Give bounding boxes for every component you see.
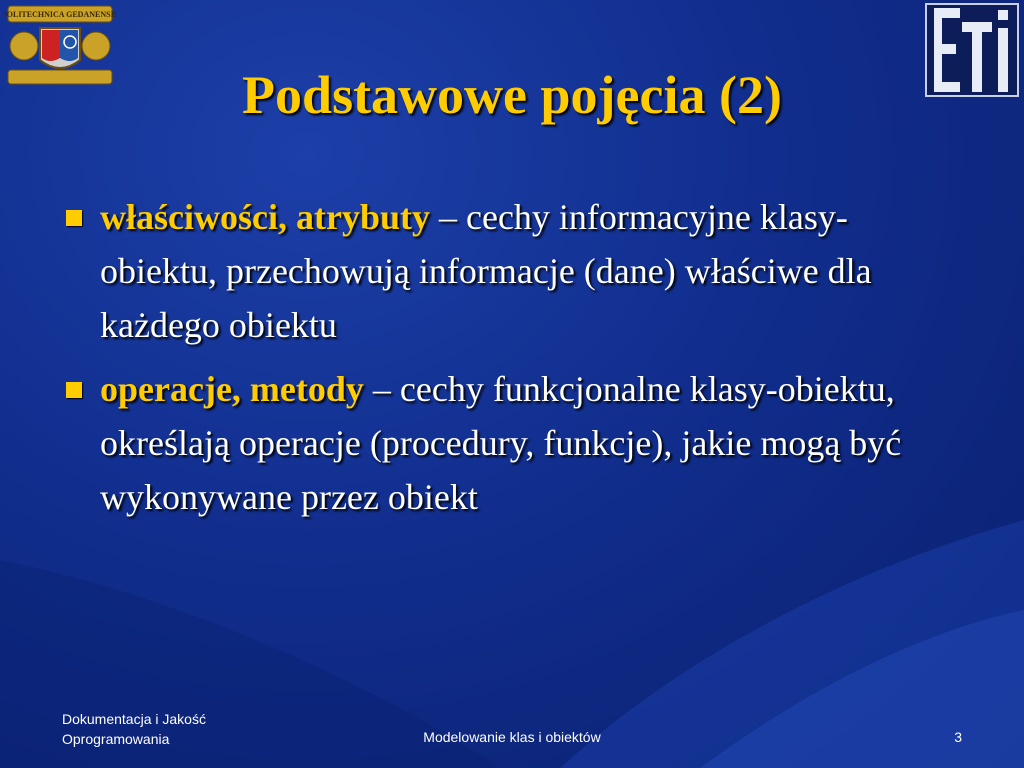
footer-course-line1: Dokumentacja i Jakość <box>62 711 206 727</box>
footer-topic: Modelowanie klas i obiektów <box>423 729 601 745</box>
seal-text: POLITECHNICA GEDANENSIS <box>4 10 116 19</box>
bullet-item <box>62 190 962 352</box>
square-bullet-icon <box>66 382 82 398</box>
slide-title: Podstawowe pojęcia (2) <box>242 65 782 125</box>
bullet-text: – cechy informacyjne klasy-obiektu, przechowują informacje (dane) właściwe dla każdego obiektu <box>100 197 872 345</box>
square-bullet-icon <box>66 210 82 226</box>
bullet-term: właściwości, atrybuty <box>100 197 430 237</box>
bullet-text: – cechy funkcjonalne klasy-obiektu, określają operacje (procedury, funkcje), jakie mogą być wykonywane przez obiekt <box>100 369 902 517</box>
slide-content <box>62 190 962 534</box>
footer-course-line2: Oprogramowania <box>62 731 170 747</box>
page-number: 3 <box>954 729 962 745</box>
bullet-term: operacje, metody <box>100 369 364 409</box>
bullet-item <box>62 362 962 524</box>
